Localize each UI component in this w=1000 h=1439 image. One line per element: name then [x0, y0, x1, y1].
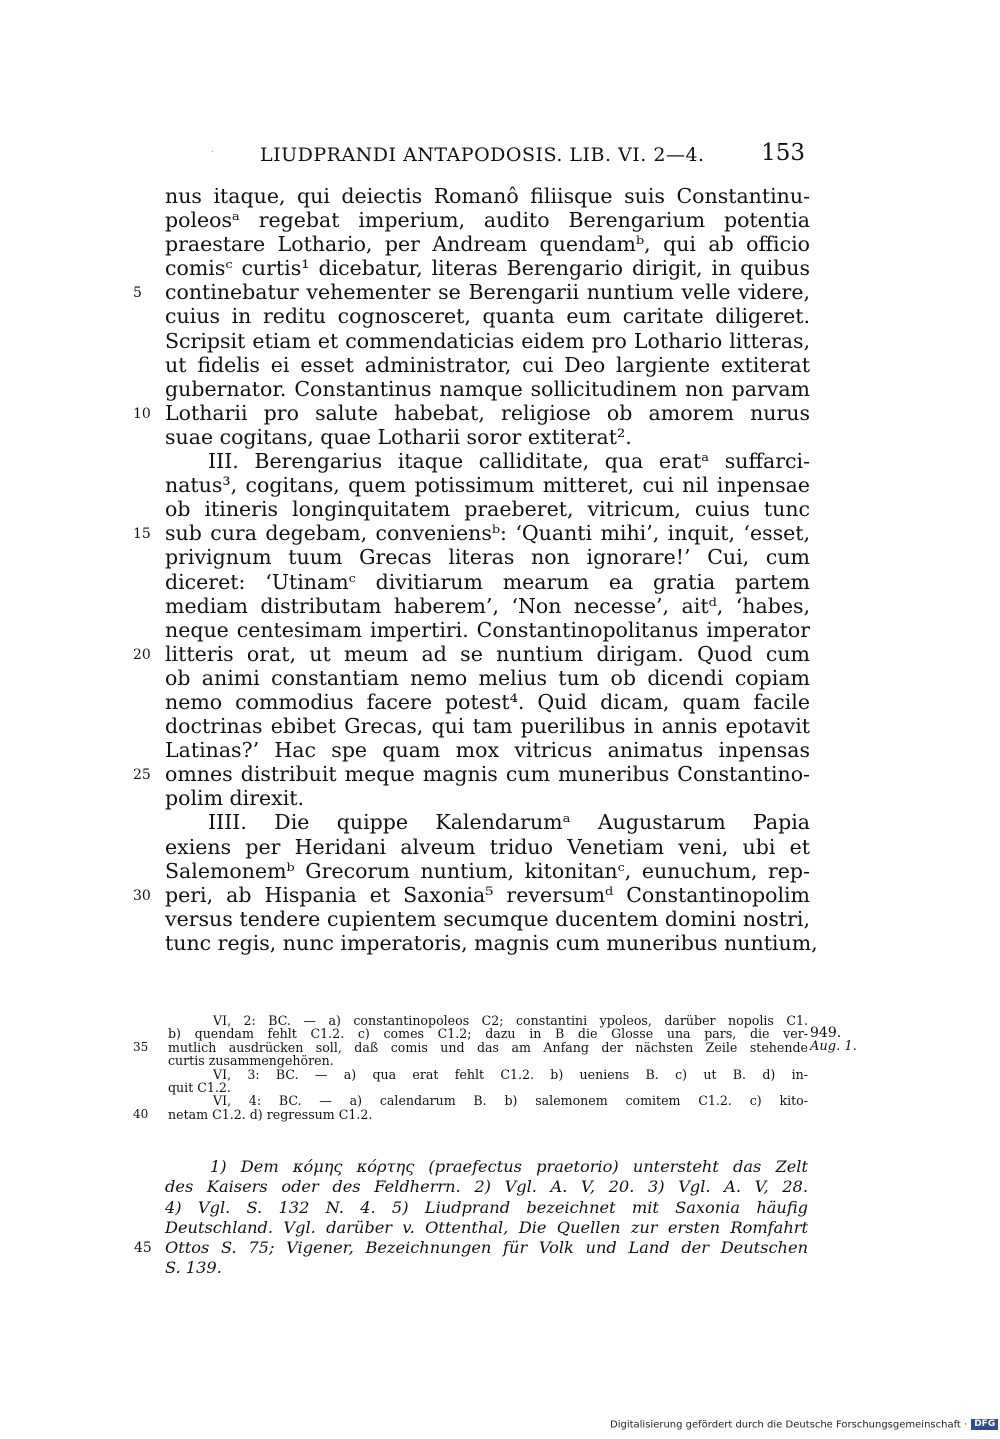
main-text-line: [165, 618, 810, 642]
main-text-line-text: Salemonemᵇ Grecorum nuntium, kitonitanᶜ, eunuchum, rep-: [165, 858, 810, 883]
line-number: 5: [133, 285, 142, 302]
main-text-line-text: omnes distribuit meque magnis cum muneribus Constantino-: [165, 762, 810, 787]
main-text-line-text: peri, ab Hispania et Saxonia⁵ reversumᵈ Constantinopolim: [165, 882, 810, 907]
page-header: [260, 140, 805, 170]
footnotes: [134, 1157, 808, 1279]
main-text-line: [133, 762, 810, 787]
margin-date: Aug. 1.: [810, 1039, 857, 1054]
line-number: 10: [133, 405, 151, 422]
margin-year: 949.: [810, 1025, 842, 1041]
main-text-line-text: Latinas?’ Hac spe quam mox vitricus animatus inpensas: [165, 738, 810, 763]
main-text-line-text: poleosᵃ regebat imperium, audito Berengarium potentia: [165, 208, 810, 233]
dfg-logo: DFG: [971, 1419, 998, 1430]
apparatus-line-text: netam C1.2. d) regressum C1.2.: [168, 1106, 373, 1122]
main-text-line-text: nemo commodius facere potest⁴. Quid dicam, quam facile: [165, 689, 810, 714]
main-text-line: [165, 377, 810, 401]
apparatus-line: [168, 1014, 808, 1027]
main-text-line: [133, 400, 810, 425]
main-text-line: [165, 594, 810, 618]
main-text-line: [165, 666, 810, 690]
main-text-line: [165, 353, 810, 377]
main-text-line-text: praestare Lothario, per Andream quendamᵇ, qui ab officio: [165, 232, 810, 257]
line-number: 25: [133, 767, 151, 784]
main-text-line: [165, 232, 810, 256]
main-text-line-text: privignum tuum Grecas literas non ignorare!’ Cui, cum: [165, 545, 810, 570]
footnote-line: [165, 1258, 808, 1278]
main-text-line-text: continebatur vehementer se Berengarii nuntium velle videre,: [165, 280, 810, 305]
main-text-line: [165, 473, 810, 497]
main-text-line-text: polim direxit.: [165, 786, 305, 811]
main-text-line: [165, 786, 810, 810]
main-text-line: [165, 304, 810, 328]
line-number: 15: [133, 526, 151, 543]
main-text-line-text: sub cura degebam, conveniensᵇ: ‘Quanti mihi’, inquit, ‘esset,: [165, 521, 810, 546]
main-text-line-text: Scripsit etiam et commendaticias eidem pro Lothario litteras,: [165, 328, 810, 353]
main-text-line-text: suae cogitans, quae Lotharii soror extiterat².: [165, 424, 632, 449]
main-text-line: [133, 280, 810, 305]
main-text-line-text: tunc regis, nunc imperatoris, magnis cum muneribus nuntium,: [165, 930, 818, 955]
footnote-line: [134, 1238, 808, 1258]
main-text-line-text: Lotharii pro salute habebat, religiose ob amorem nurus: [165, 400, 810, 425]
main-text-line: [165, 184, 810, 208]
scan-speck: [212, 151, 213, 152]
main-text-line: [165, 810, 810, 834]
main-text-line: [165, 208, 810, 232]
main-text-line-text: nus itaque, qui deiectis Romanô filiisque suis Constantinu-: [165, 184, 810, 208]
main-text-line-text: exiens per Heridani alveum triduo Venetiam veni, ubi et: [165, 834, 810, 859]
footnote-line: [165, 1218, 808, 1238]
apparatus-line-text: quit C1.2.: [168, 1079, 231, 1095]
main-text-line: [165, 256, 810, 280]
main-text-line: [165, 545, 810, 569]
main-text-line: [165, 497, 810, 521]
apparatus-line: [168, 1094, 808, 1107]
footnote-line-text: 1) Dem κόμης κόρτης (praefectus praetorio) untersteht das Zelt: [210, 1157, 808, 1176]
main-text-line: [133, 882, 810, 907]
footnote-line-text: Ottos S. 75; Vigener, Bezeichnungen für Volk und Land der Deutschen: [165, 1238, 808, 1258]
main-text-line-text: III. Berengarius itaque calliditate, qua eratᵃ suffarci-: [208, 449, 810, 474]
main-text-line: [165, 570, 810, 594]
main-text-line-text: versus tendere cupientem secumque ducentem domini nostri,: [165, 906, 810, 931]
main-text-line-text: ut fidelis ei esset administrator, cui Deo largiente extiterat: [165, 352, 810, 377]
apparatus-line: [168, 1081, 808, 1094]
critical-apparatus: [133, 1013, 808, 1122]
main-text-line: [133, 521, 810, 546]
footnote-line-text: des Kaisers oder des Feldherrn. 2) Vgl. A. V, 20. 3) Vgl. A. V, 28.: [165, 1177, 808, 1197]
line-number: 40: [133, 1106, 149, 1121]
line-number: 20: [133, 646, 151, 663]
footnote-line-text: 4) Vgl. S. 132 N. 4. 5) Liudprand bezeichnet mit Saxonia häufig: [165, 1197, 808, 1217]
main-text-line-text: litteris orat, ut meum ad se nuntium dirigam. Quod cum: [165, 641, 810, 666]
footnote-line-text: S. 139.: [165, 1258, 222, 1278]
main-text-line-text: comisᶜ curtis¹ dicebatur, literas Berengario dirigit, in quibus: [165, 256, 810, 281]
main-text-line-text: diceret: ‘Utinamᶜ divitiarum mearum ea gratia partem: [165, 569, 810, 594]
main-text-line-text: ob animi constantiam nemo melius tum ob dicendi copiam: [165, 665, 810, 690]
page-number: 153: [761, 140, 805, 166]
main-text-line: [165, 907, 810, 931]
main-text-line-text: IIII. Die quippe Kalendarumᵃ Augustarum Papia: [208, 810, 810, 835]
main-text-line-text: neque centesimam impertiri. Constantinopolitanus imperator: [165, 617, 810, 642]
apparatus-line-text: VI, 3: BC. — a) qua erat fehlt C1.2. b) ueniens B. c) ut B. d) in-: [213, 1066, 808, 1082]
main-text-line: [165, 859, 810, 883]
apparatus-line: [133, 1039, 808, 1055]
credit-text: Digitalisierung gefördert durch die Deutsche Forschungsgemeinschaft ·: [610, 1419, 968, 1431]
margin-date-note: [810, 1026, 880, 1054]
apparatus-line: [133, 1106, 808, 1122]
main-text-line-text: cuius in reditu cognosceret, quanta eum caritate diligeret.: [165, 304, 810, 329]
main-text-line: [165, 835, 810, 859]
footnote-line-text: Deutschland. Vgl. darüber v. Ottenthal, Die Quellen zur ersten Romfahrt: [165, 1217, 808, 1237]
main-text-line-text: mediam distributam haberem’, ‘Non necesse’, aitᵈ, ‘habes,: [165, 593, 810, 618]
main-text-line: [165, 425, 810, 449]
main-text-line-text: doctrinas ebibet Grecas, qui tam puerilibus in annis epotavit: [165, 714, 810, 739]
running-title: LIUDPRANDI ANTAPODOSIS. LIB. VI. 2—4.: [260, 144, 705, 166]
main-text-line: [165, 738, 810, 762]
apparatus-line-text: curtis zusammengehören.: [168, 1053, 334, 1069]
line-number: 35: [133, 1039, 149, 1054]
apparatus-line-text: VI, 2: BC. — a) constantinopoleos C2; constantini ypoleos, darüber nopolis C1.: [213, 1013, 808, 1028]
digitization-credit: [610, 1419, 998, 1431]
line-number: 45: [134, 1240, 152, 1257]
main-text-line: [165, 930, 818, 955]
footnote-line: [165, 1198, 808, 1218]
main-text-line: [165, 449, 810, 473]
footnote-line: [165, 1177, 808, 1197]
apparatus-line: [168, 1054, 808, 1067]
main-text-line: [165, 329, 810, 353]
main-text-line-text: gubernator. Constantinus namque sollicitudinem non parvam: [165, 376, 810, 401]
main-text-line: [165, 714, 810, 738]
main-text-line: [165, 690, 810, 714]
main-text-line-text: ob itineris longinquitatem praeberet, vitricum, cuius tunc: [165, 497, 810, 522]
apparatus-line: [168, 1027, 808, 1040]
apparatus-line: [168, 1068, 808, 1081]
main-text-line-text: natus³, cogitans, quem potissimum mitteret, cui nil inpensae: [165, 473, 810, 498]
footnote-line: [165, 1157, 808, 1177]
line-number: 30: [133, 887, 151, 904]
main-text-line: [133, 641, 810, 666]
apparatus-line-text: VI, 4: BC. — a) calendarum B. b) salemonem comitem C1.2. c) kito-: [213, 1093, 808, 1109]
apparatus-line-text: b) quendam fehlt C1.2. c) comes C1.2; dazu in B die Glosse una pars, die ver-: [168, 1026, 808, 1042]
apparatus-line-text: mutlich ausdrücken soll, daß comis und das am Anfang der nächsten Zeile stehende: [168, 1039, 808, 1055]
